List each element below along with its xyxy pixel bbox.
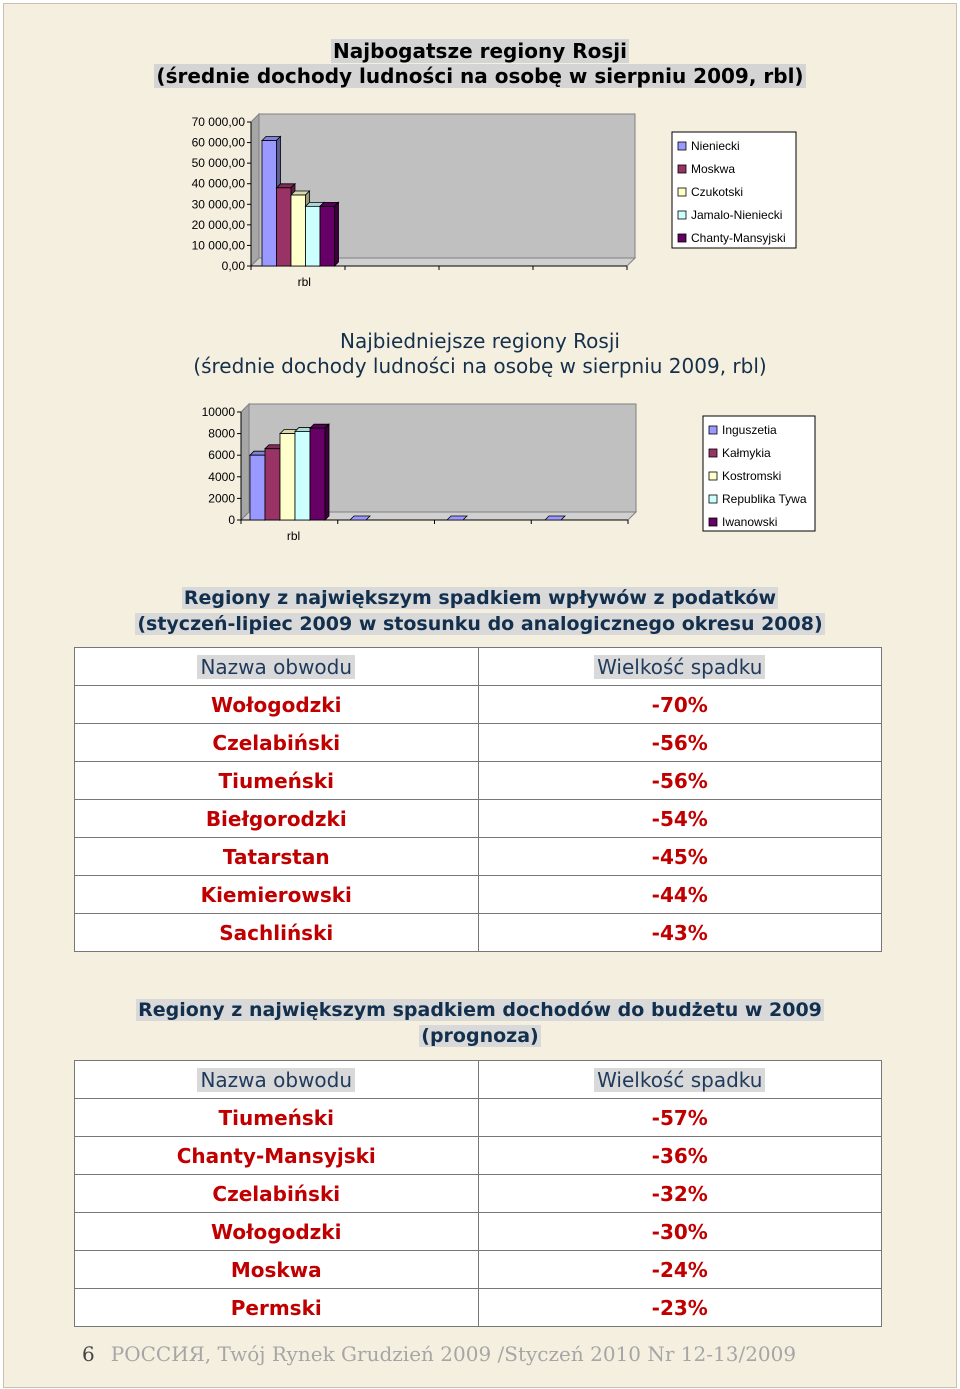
chart-side-wall [251,114,259,266]
legend-entry: Kałmykia [722,446,771,460]
decline-value-cell: -45% [478,838,882,876]
bar-face [277,188,292,266]
table-header-row [75,1061,882,1099]
legend-entry: Iwanowski [722,515,778,529]
poor-chart-title-line2: (średnie dochody ludności na osobę w sierpniu 2009, rbl) [193,354,767,378]
decline-value-cell: -57% [478,1099,882,1137]
bar-face [265,449,280,520]
legend-entry: Jamalo-Nieniecki [691,208,783,222]
bar-side [325,424,329,520]
y-tick-label: 20 000,00 [191,217,245,232]
region-name-cell: Moskwa [75,1251,479,1289]
decline-value-cell: -23% [478,1289,882,1327]
decline-value-cell: -30% [478,1213,882,1251]
y-tick-label: 10000 [201,405,235,419]
region-name-cell: Czelabiński [75,1175,479,1213]
bar-face [295,431,310,520]
y-tick-label: 70 000,00 [191,115,245,129]
region-name-cell: Tatarstan [75,838,479,876]
bar-face [262,141,277,266]
y-tick-label: 8000 [208,426,235,441]
table-row [75,876,882,914]
footer-text: РОССИЯ, Twój Rynek Grudzień 2009 /Styczeń 2010 Nr 12-13/2009 [110,1342,797,1366]
bar [310,424,329,520]
table-row [75,1099,882,1137]
region-name-cell: Wołogodzki [75,1213,479,1251]
bar-face [310,428,325,520]
decline-value-cell: -44% [478,876,882,914]
y-tick-label: 6000 [208,448,235,463]
bar [320,202,339,266]
rich-regions-chart [0,105,960,295]
y-tick-label: 60 000,00 [191,135,245,150]
region-name-cell: Tiumeński [75,1099,479,1137]
legend-entry: Kostromski [722,469,782,483]
budget-table [74,1060,882,1327]
taxes-table-title-line2: (styczeń-lipiec 2009 w stosunku do analogicznego okresu 2008) [137,613,823,635]
region-name-cell: Permski [75,1289,479,1327]
table-row [75,1213,882,1251]
decline-value-cell: -56% [478,762,882,800]
bar-side [335,202,339,266]
rich-chart-title-line1: Najbogatsze regiony Rosji [333,39,627,63]
decline-value-cell: -36% [478,1137,882,1175]
table-row [75,914,882,952]
decline-value-cell: -24% [478,1251,882,1289]
legend-entry: Nieniecki [691,139,740,153]
column-header: Nazwa obwodu [75,1061,479,1099]
legend-swatch [709,426,717,434]
legend-entry: Czukotski [691,185,744,199]
column-header: Wielkość spadku [478,1061,882,1099]
table-row [75,1251,882,1289]
bar-face [250,455,265,520]
decline-value-cell: -54% [478,800,882,838]
rich-chart-title-line2: (średnie dochody ludności na osobę w sierpniu 2009, rbl) [156,64,804,88]
empty-category-marker [350,516,370,520]
region-name-cell: Kiemierowski [75,876,479,914]
empty-category-marker [447,516,467,520]
legend-swatch [678,188,686,196]
table-row [75,762,882,800]
decline-value-cell: -56% [478,724,882,762]
table-row [75,1289,882,1327]
category-label: rbl [286,529,301,543]
column-header: Nazwa obwodu [75,648,479,686]
poor-chart-title-line1: Najbiedniejsze regiony Rosji [340,329,620,353]
table-row [75,838,882,876]
legend-swatch [709,472,717,480]
poor-regions-chart [0,395,960,555]
empty-category-marker [545,516,565,520]
y-tick-label: 0,00 [221,259,245,273]
page-footer [82,1342,796,1366]
legend-entry: Inguszetia [722,423,777,437]
category-label: rbl [297,275,311,289]
y-tick-label: 4000 [208,469,235,484]
table-row [75,686,882,724]
bar-face [291,195,306,266]
legend-swatch [678,211,686,219]
legend-entry: Moskwa [691,162,736,176]
y-tick-label: 50 000,00 [191,156,245,171]
taxes-table [74,647,882,952]
legend-swatch [709,449,717,457]
legend-entry: Chanty-Mansyjski [691,231,786,245]
column-header: Wielkość spadku [478,648,882,686]
decline-value-cell: -43% [478,914,882,952]
table-header-row [75,648,882,686]
region-name-cell: Biełgorodzki [75,800,479,838]
taxes-table-title-line1: Regiony z największym spadkiem wpływów z podatków [183,587,777,609]
chart-side-wall [241,404,249,520]
budget-table-title-line2: (prognoza) [421,1025,539,1047]
table-row [75,800,882,838]
bar-face [280,434,295,520]
y-tick-label: 40 000,00 [191,176,245,191]
y-tick-label: 30 000,00 [191,197,245,212]
y-tick-label: 10 000,00 [191,238,245,253]
table-row [75,1137,882,1175]
decline-value-cell: -32% [478,1175,882,1213]
bar-face [306,206,321,266]
region-name-cell: Tiumeński [75,762,479,800]
decline-value-cell: -70% [478,686,882,724]
y-tick-label: 2000 [208,491,235,506]
table-row [75,724,882,762]
legend-swatch [678,234,686,242]
bar-face [320,206,335,266]
legend-entry: Republika Tywa [722,492,807,506]
legend-swatch [709,518,717,526]
y-tick-label: 0 [228,513,235,527]
region-name-cell: Czelabiński [75,724,479,762]
region-name-cell: Sachliński [75,914,479,952]
region-name-cell: Chanty-Mansyjski [75,1137,479,1175]
page-number: 6 [82,1342,95,1366]
legend-swatch [678,165,686,173]
region-name-cell: Wołogodzki [75,686,479,724]
table-row [75,1175,882,1213]
budget-table-title-line1: Regiony z największym spadkiem dochodów do budżetu w 2009 [138,999,822,1021]
legend-swatch [678,142,686,150]
legend-swatch [709,495,717,503]
